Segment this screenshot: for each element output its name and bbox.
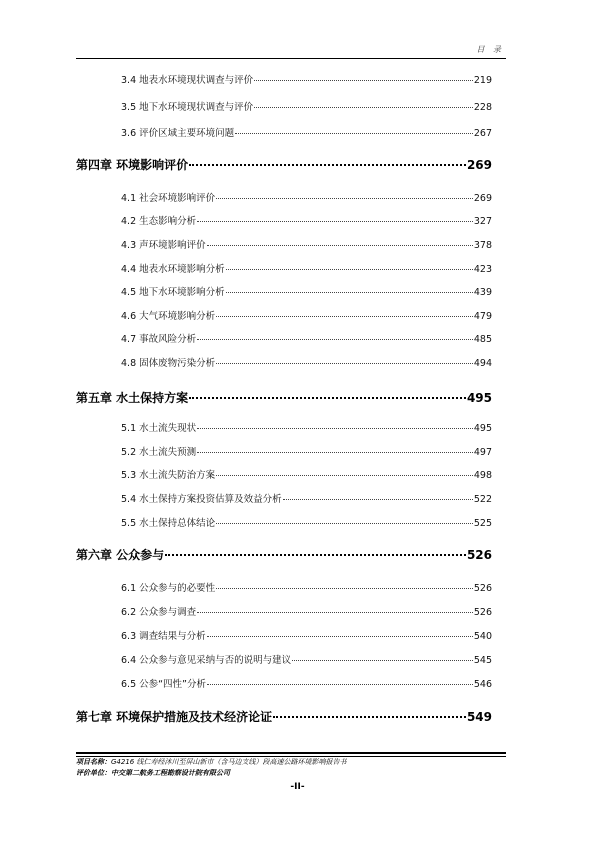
toc-entry-page: 439 <box>473 287 492 298</box>
toc-entry-page: 327 <box>473 216 492 227</box>
toc-entry[interactable] <box>121 420 492 434</box>
toc-leader-dots <box>292 660 473 661</box>
toc-entry-label: 4.2 生态影响分析 <box>121 216 197 227</box>
toc-leader-dots <box>165 554 466 556</box>
toc-entry-page: 479 <box>473 311 492 322</box>
toc-entry-page: 269 <box>466 158 492 172</box>
toc-entry-page: 526 <box>473 583 492 594</box>
toc-entry-page: 522 <box>473 494 492 505</box>
toc-leader-dots <box>197 428 473 429</box>
footer-project <box>76 757 506 768</box>
toc-entry[interactable] <box>121 628 492 642</box>
toc-leader-dots <box>216 198 473 199</box>
toc-entry-label: 6.4 公众参与意见采纳与否的说明与建议 <box>121 655 292 666</box>
toc-leader-dots <box>226 269 473 270</box>
toc-entry-label: 5.4 水土保持方案投资估算及效益分析 <box>121 494 282 505</box>
toc-leader-dots <box>216 588 473 589</box>
toc-entry[interactable] <box>121 308 492 322</box>
toc-entry-label: 第四章 环境影响评价 <box>76 158 189 172</box>
toc-entry-page: 545 <box>473 655 492 666</box>
toc-leader-dots <box>197 452 473 453</box>
toc-entry-label: 5.5 水土保持总体结论 <box>121 518 216 529</box>
page-header <box>76 40 506 60</box>
toc-entry[interactable] <box>121 72 492 86</box>
header-rule <box>76 58 506 59</box>
toc-chapter-entry[interactable] <box>76 708 492 725</box>
toc-entry[interactable] <box>121 467 492 481</box>
toc-entry[interactable] <box>121 676 492 690</box>
toc-entry-page: 498 <box>473 470 492 481</box>
toc-entry-page: 540 <box>473 631 492 642</box>
toc-chapter-entry[interactable] <box>76 156 492 173</box>
footer-rule <box>76 752 506 754</box>
toc-leader-dots <box>254 80 473 81</box>
toc-entry-page: 526 <box>466 548 492 562</box>
toc-entry-label: 4.8 固体废物污染分析 <box>121 358 216 369</box>
toc-entry[interactable] <box>121 604 492 618</box>
toc-entry[interactable] <box>121 190 492 204</box>
toc-leader-dots <box>207 636 473 637</box>
toc-entry[interactable] <box>121 491 492 505</box>
toc-entry-label: 4.5 地下水环境影响分析 <box>121 287 225 298</box>
toc-entry-label: 第六章 公众参与 <box>76 548 165 562</box>
toc-entry[interactable] <box>121 331 492 345</box>
header-title: 目 录 <box>476 45 504 54</box>
toc-leader-dots <box>189 164 466 166</box>
toc-entry-label: 6.2 公众参与调查 <box>121 607 197 618</box>
toc-entry-page: 494 <box>473 358 492 369</box>
toc-entry[interactable] <box>121 284 492 298</box>
toc-chapter-entry[interactable] <box>76 389 492 406</box>
toc-entry-label: 4.1 社会环境影响评价 <box>121 193 216 204</box>
toc-entry-page: 219 <box>473 75 492 86</box>
toc-entry-page: 497 <box>473 447 492 458</box>
toc-leader-dots <box>273 716 466 718</box>
toc-entry[interactable] <box>121 652 492 666</box>
toc-entry[interactable] <box>121 580 492 594</box>
toc-entry-page: 495 <box>466 391 492 405</box>
toc-entry[interactable] <box>121 237 492 251</box>
toc-leader-dots <box>197 612 473 613</box>
toc-chapter-entry[interactable] <box>76 546 492 563</box>
toc-entry-label: 3.4 地表水环境现状调查与评价 <box>121 75 254 86</box>
toc-leader-dots <box>235 133 473 134</box>
toc-entry-label: 3.6 评价区域主要环境问题 <box>121 128 235 139</box>
toc-entry[interactable] <box>121 125 492 139</box>
toc-entry-page: 546 <box>473 679 492 690</box>
toc-entry[interactable] <box>121 261 492 275</box>
footer-project-value: G4216 线仁寿经沐川至屏山新市（含马边支线）段高速公路环境影响报告书 <box>111 758 347 766</box>
toc-entry[interactable] <box>121 213 492 227</box>
page-footer <box>76 752 506 779</box>
toc-leader-dots <box>226 292 473 293</box>
toc-leader-dots <box>207 245 473 246</box>
toc-entry-page: 423 <box>473 264 492 275</box>
footer-unit-key: 评价单位： <box>76 769 111 777</box>
toc-leader-dots <box>197 339 473 340</box>
toc-entry[interactable] <box>121 355 492 369</box>
toc-entry-page: 267 <box>473 128 492 139</box>
toc-entry[interactable] <box>121 444 492 458</box>
toc-entry-label: 5.2 水土流失预测 <box>121 447 197 458</box>
toc-leader-dots <box>216 523 473 524</box>
toc-leader-dots <box>254 107 473 108</box>
footer-unit <box>76 768 506 779</box>
footer-unit-value: 中交第二航务工程勘察设计院有限公司 <box>111 769 230 777</box>
toc-entry-page: 269 <box>473 193 492 204</box>
toc-entry-page: 485 <box>473 334 492 345</box>
toc-entry-page: 378 <box>473 240 492 251</box>
toc-leader-dots <box>283 499 473 500</box>
toc-entry[interactable] <box>121 99 492 113</box>
toc-entry-label: 第五章 水土保持方案 <box>76 391 189 405</box>
toc-entry-page: 549 <box>466 710 492 724</box>
toc-leader-dots <box>216 316 473 317</box>
toc-entry-page: 228 <box>473 102 492 113</box>
toc-entry-label: 4.3 声环境影响评价 <box>121 240 206 251</box>
toc-entry-page: 525 <box>473 518 492 529</box>
toc-leader-dots <box>207 684 473 685</box>
page-number: -II- <box>290 782 305 792</box>
toc-entry-page: 495 <box>473 423 492 434</box>
toc-entry-page: 526 <box>473 607 492 618</box>
toc-entry-label: 4.4 地表水环境影响分析 <box>121 264 225 275</box>
toc-entry-label: 6.5 公参“四性”分析 <box>121 679 206 690</box>
toc-leader-dots <box>216 475 473 476</box>
toc-entry-label: 6.3 调查结果与分析 <box>121 631 206 642</box>
toc-leader-dots <box>197 221 473 222</box>
toc-leader-dots <box>216 363 473 364</box>
toc-entry[interactable] <box>121 515 492 529</box>
toc-entry-label: 第七章 环境保护措施及技术经济论证 <box>76 710 273 724</box>
footer-project-key: 项目名称： <box>76 758 111 766</box>
toc-entry-label: 4.6 大气环境影响分析 <box>121 311 216 322</box>
toc-entry-label: 6.1 公众参与的必要性 <box>121 583 216 594</box>
toc-entry-label: 5.3 水土流失防治方案 <box>121 470 216 481</box>
toc-leader-dots <box>189 397 466 399</box>
toc-entry-label: 4.7 事故风险分析 <box>121 334 197 345</box>
toc-entry-label: 3.5 地下水环境现状调查与评价 <box>121 102 254 113</box>
toc-entry-label: 5.1 水土流失现状 <box>121 423 197 434</box>
